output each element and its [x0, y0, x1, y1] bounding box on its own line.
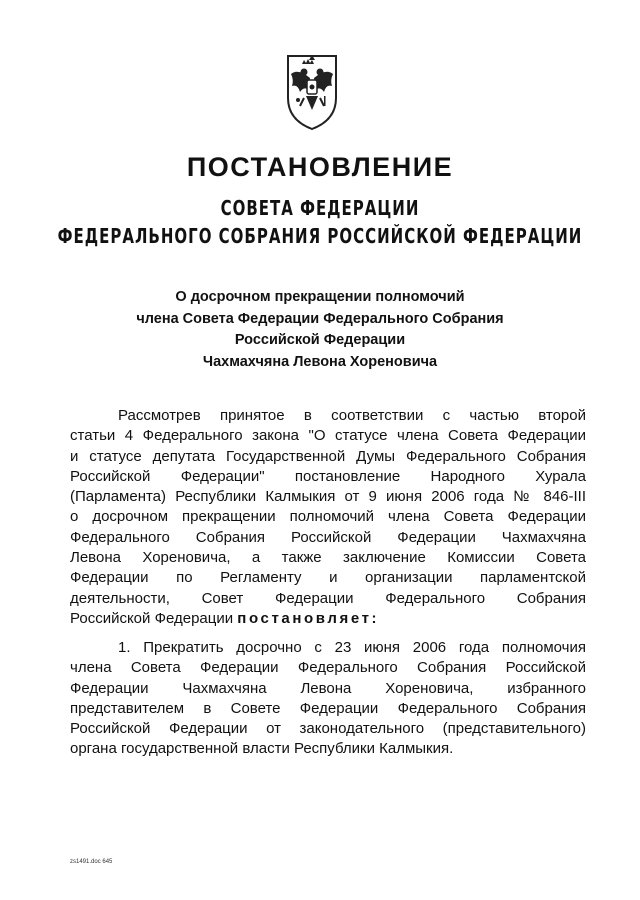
paragraph-line: Российской Федерации" постановление Народного Хурала [70, 467, 586, 485]
paragraph-line: Федерации по Регламенту и организации парламентской [70, 569, 586, 587]
issuer-line-1: СОВЕТА ФЕДЕРАЦИИ [220, 196, 420, 221]
subject-line: Чахмахчяна Левона Хореновича [202, 353, 438, 370]
resolution-item-1 [70, 638, 586, 760]
document-title: ПОСТАНОВЛЕНИЕ [186, 152, 454, 182]
paragraph-line: представителем в Совете Федерации Федерального Собрания [70, 699, 586, 717]
issuer-line-2: ФЕДЕРАЛЬНОГО СОБРАНИЯ РОССИЙСКОЙ ФЕДЕРАЦИИ [57, 224, 583, 249]
closing-text: Российской Федерации [70, 609, 238, 627]
paragraph-line: органа государственной власти Республики Калмыкия. [70, 740, 454, 758]
paragraph-line [70, 609, 586, 629]
preamble-paragraph [70, 406, 586, 629]
paragraph-line: деятельности, Совет Федерации Федерального Собрания [70, 589, 586, 607]
subject-line: Российской Федерации [234, 332, 406, 348]
paragraph-line: Федерального Собрания Российской Федерации Чахмахчяна [70, 528, 586, 546]
subject-line: члена Совета Федерации Федерального Собрания [136, 310, 504, 327]
subject-line: О досрочном прекращении полномочий [175, 289, 465, 305]
paragraph-line: Левона Хореновича, а также заключение Комиссии Совета [70, 549, 586, 567]
paragraph-line: о досрочном прекращении полномочий члена Совета Федерации [70, 508, 586, 526]
paragraph-line: члена Совета Федерации Федерального Собрания Российской [70, 659, 586, 677]
coat-of-arms-icon [276, 50, 348, 132]
paragraph-line: (Парламента) Республики Калмыкия от 9 июня 2006 года № 846-III [70, 488, 586, 506]
resolves-keyword: постановляет: [237, 609, 380, 627]
document-subject [0, 287, 640, 373]
paragraph-line: 1. Прекратить досрочно с 23 июня 2006 года полномочия [118, 639, 586, 656]
file-reference: zs1491.doc 645 [70, 859, 113, 865]
paragraph-line: Рассмотрев принятое в соответствии с частью второй [118, 407, 586, 424]
paragraph-line: и статусе депутата Государственной Думы Федерального Собрания [70, 447, 586, 465]
paragraph-line: Российской Федерации от законодательного (представительного) [70, 720, 586, 738]
paragraph-line: статьи 4 Федерального закона "О статусе члена Совета Федерации [70, 427, 586, 445]
paragraph-line: Федерации Чахмахчяна Левона Хореновича, избранного [70, 679, 586, 697]
